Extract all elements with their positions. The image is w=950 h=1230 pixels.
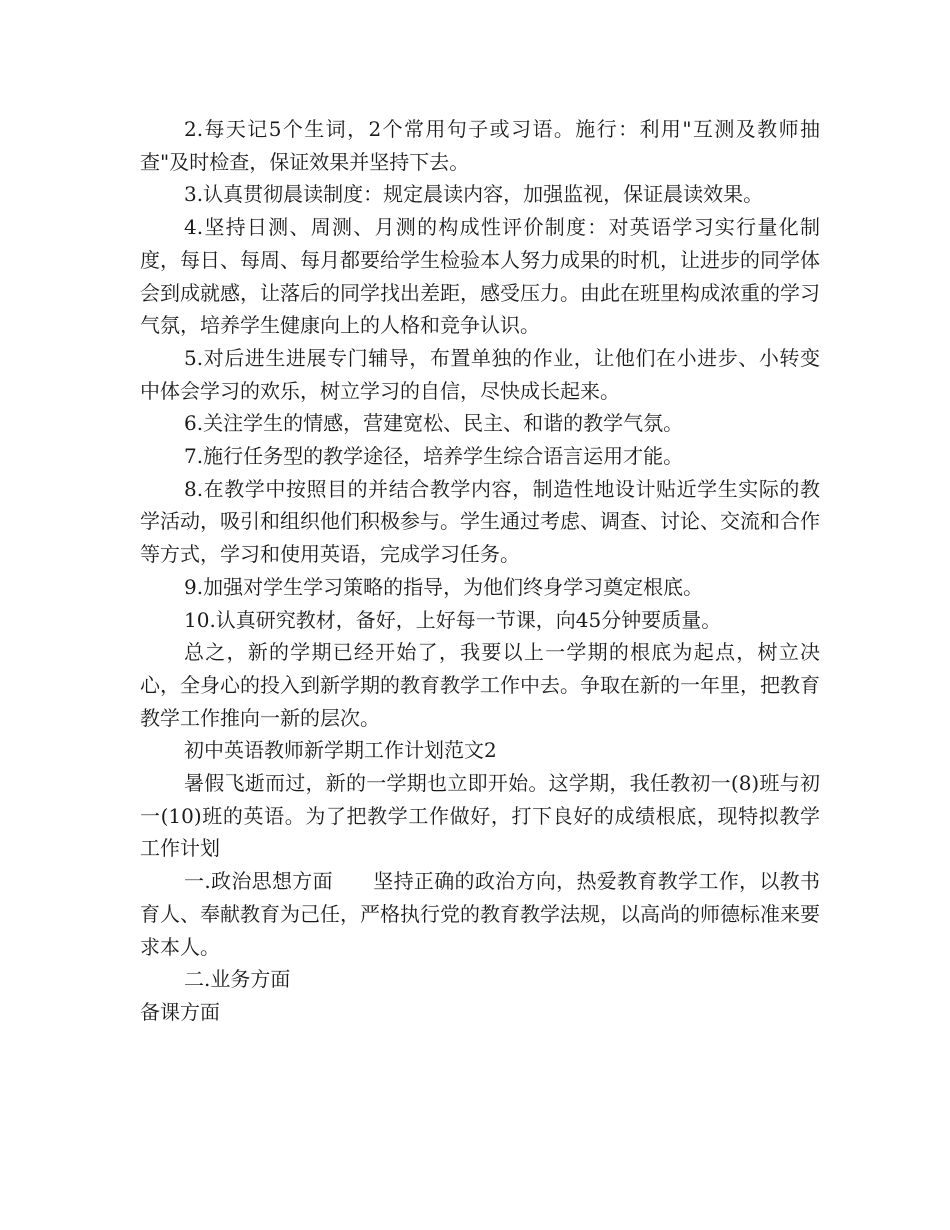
paragraph-item-7: 7.施行任务型的教学途径，培养学生综合语言运用才能。 [184, 444, 684, 469]
section-one-paragraph [140, 865, 820, 963]
section-two-heading: 二.业务方面 [184, 967, 291, 992]
section-one-heading: 一.政治思想方面 [184, 869, 333, 894]
paragraph-item-10: 10.认真研究教材，备好，上好每一节课，向45分钟要质量。 [184, 607, 722, 632]
intro-paragraph: 暑假飞逝而过，新的一学期也立即开始。这学期，我任教初一(8)班与初一(10)班的英语。为了把教学工作做好，打下良好的成绩根底，现特拟教学工作计划 [140, 771, 820, 861]
conclusion-paragraph: 总之，新的学期已经开始了，我要以上一学期的根底为起点，树立决心，全身心的投入到新学期的教育教学工作中去。争取在新的一年里，把教育教学工作推向一新的层次。 [140, 640, 820, 730]
section-one-body: 坚持正确的政治方向，热爱教育教学工作，以教书育人、奉献教育为己任，严格执行党的教育教学法规，以高尚的师德标准来要求本人。 [140, 869, 821, 959]
sub-heading: 备课方面 [140, 999, 220, 1024]
paragraph-item-3: 3.认真贯彻晨读制度：规定晨读内容，加强监视，保证晨读效果。 [184, 182, 764, 207]
document-body [140, 113, 820, 1029]
paragraph-item-6: 6.关注学生的情感，营建宽松、民主、和谐的教学气氛。 [184, 411, 684, 436]
paragraph-item-4: 4.坚持日测、周测、月测的构成性评价制度：对英语学习实行量化制度，每日、每周、每月都要给学生检验本人努力成果的时机，让进步的同学体会到成就感，让落后的同学找出差距，感受压力。由此在班里构成浓重的学习气氛，培养学生健康向上的人格和竞争认识。 [140, 215, 820, 338]
paragraph-item-8: 8.在教学中按照目的并结合教学内容，制造性地设计贴近学生实际的教学活动，吸引和组织他们积极参与。学生通过考虑、调查、讨论、交流和合作等方式，学习和使用英语，完成学习任务。 [140, 476, 820, 567]
paragraph-item-9: 9.加强对学生学习策略的指导，为他们终身学习奠定根底。 [184, 574, 704, 599]
paragraph-item-5: 5.对后进生进展专门辅导，布置单独的作业，让他们在小进步、小转变中体会学习的欢乐，树立学习的自信，尽快成长起来。 [140, 345, 820, 403]
paragraph-item-2: 2.每天记5个生词，2个常用句子或习语。施行：利用"互测及教师抽查"及时检查，保证效果并坚持下去。 [140, 117, 820, 174]
section-title: 初中英语教师新学期工作计划范文2 [184, 738, 497, 763]
